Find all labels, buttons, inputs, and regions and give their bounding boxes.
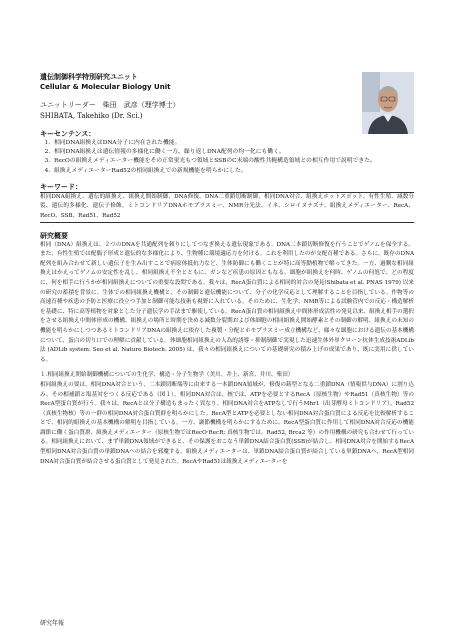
summary-text: 相同（DNA）組換えは、２つのDNAを共通配列を頼りにしてつなぎ換える遺伝現象である。DNA二本鎖切断修復を行うことでゲノムを保全する。また、有性生殖では配偶子形成と遺伝的な多様化により、生物種に環境適応力を付ける。これを利用したのが交配育種である。さらに、既存のDNA配列を組み合わせて新しい遺伝子を生み出すことで病原体抵抗力など、生体防御にも働くことが特に高等動植物で解ってきた。一方、過剰な相同組換えはかえってゲノムの安定性を乱し、相同組換え不全とともに、ガンなど疾患の原因ともなる。細胞が組換えを何時、ゲノムの何処で、どの程度に、何を相手に行うかが相同組換えについての重要な設問である。我々は、RecA蛋白質による相同的対合の発見(Shibata et al. PNAS 1979) 以来の研究の蓄積を背景に、生体での相同組換え機構と、その制御と遺伝機能について、分子の化学反応として理解することを目指している。作物等の高速育種や疾患の予防と医療に役立つ手加と制御可能な技術も視野に入れている。そのために、生化学、NMR等による試験管内での反応・構造解析を基礎に、特に高等植物を対象とした分子遺伝学の手法まで駆使している。RecA蛋白質の相同組換え中間体形成活性の発見以来、組換え相手の選択をさせる組換え中間体形成の機構、組換えの場所と時期を決める減数分裂期および体細胞の相同組換え開始酵素とその制御の解明、組換えの未知の機能を明らかにしつつあるミトコンドリアDNAの組換えに依存した複製・分配とホモプラスミー成立機構など、様々な細胞における遺伝の基本機構について、蛋白の切り口での理解に貢献している。体細胞相同組換えの人為的誘導・抑制制御で実現した迅速生体外単クローン抗体生成技術ADLib法 (ADLib system: Seo et al. Nature Biotech. 2005) は、我々の相同組換えについての基礎研究の積み上げの成果であり、既に実用に供している。 (40, 241, 414, 363)
keypoints-list (40, 139, 414, 176)
unit-title-en: Cellular & Molecular Biology Unit (40, 83, 171, 91)
section1-heading: １.相同組換え開始制御機構についての生化学、構造・分子生物学（美川、井上、新宮、井川、柴田） (40, 372, 294, 379)
summary-heading: 研究概要 (40, 231, 68, 240)
unit-leader-en: SHIBATA, Takehiko (Dr. Sci.) (40, 112, 143, 120)
keypoint-item: 2. 相同DNA組換えは遺伝情報の多様化に働く一方、繰り返しDNA配列の均一化にも働く。 (52, 148, 414, 157)
keywords-text: 相同DNA組換え、遺伝的組換え、組換え開始制御、DNA修復、DNA二重鎖切断制御、相同DNA対合、組換えホットスポット、有性生殖、減数分裂、遺伝的多様化、遺伝子修飾、ミトコンドリアDNAホモプラスミー、NMR分光法、イネ、シロイヌナズナ、組換えメディエーター、RecA、RecO、SSB、Rad51、Rad52 (40, 193, 414, 219)
keypoint-item: 3. RecOの組換えメディエーター機能をその正常蛍光もつ領域とSSBのC末端の酸性共軛構造領域との相互作用で説明できた。 (52, 157, 414, 166)
footer-label: 研究年報 (40, 620, 65, 627)
keywords-heading: キーワード： (40, 182, 82, 191)
keypoints-heading: キーセンテンス： (40, 130, 96, 138)
keypoint-item: 1. 相同DNA組換えはDNA分子に内在された機能。 (52, 139, 414, 148)
keypoint-item: 4. 組換えメディエーターRad52の相同組換えでの新規機能を明らかにした。 (52, 167, 414, 176)
unit-title-ja: 遺伝制御科学特別研究ユニット (40, 73, 138, 81)
section1-text: 相同組換えの要は、相同DNA対合という、二本鎖切断端等に由来する一本鎖DNA領域が、修復の鋳型となる二重鎖DNA（情報供与DNA）に割り込み、その相補鎖と塩基対をつくる反応である（図１）。相同DNA対合は、核では、ATPを必要とするRecA（原核生物）やRad51（真核生物）等のRecA型蛋白質が行う。我々は、RecAとは分子構造もまったく異なり、相同DNA対合をATPなしで行うMhr1（出芽酵母ミトコンドリア）、Rad52（真核生物核）等の一群の相同DNA対合蛋白質群を明らかにした。RecA型とATPを必要としない相同DNA対合蛋白質による反応を比較解析することで、相同的組換えの基本機構の解明を目指している。一方、調節機構を明らかにするために、RecA型蛋白質に作用して相同DNA対合反応の機能調節に働く蛋白質群、組換えメディエーター（原核生物ではRecO·RecR; 真核生物では、Rad52, Brca2 等）の作用機構の研究も合わせて行っている。相同組換えにおいて、まず単鎖DNA領域ができると、その保護をおこなう単鎖DNA結合蛋白質(SSB)が結合し、相同DNA対合を開始するRecA型相同DNA対合蛋白質の単鎖DNAへの結合を邪魔する。組換えメディエーターは、単鎖DNA結合蛋白質が結合している単鎖DNAへ、RecA型相同DNA対合蛋白質が結合させる蛋白質として発見された。RecAやRad51は組換えメディエーターを (40, 381, 414, 465)
keywords-bottom-rule (40, 222, 414, 223)
unit-leader-ja: ユニットリーダー 柴田 武彦（理学博士） (40, 101, 180, 109)
document-body (40, 72, 414, 467)
